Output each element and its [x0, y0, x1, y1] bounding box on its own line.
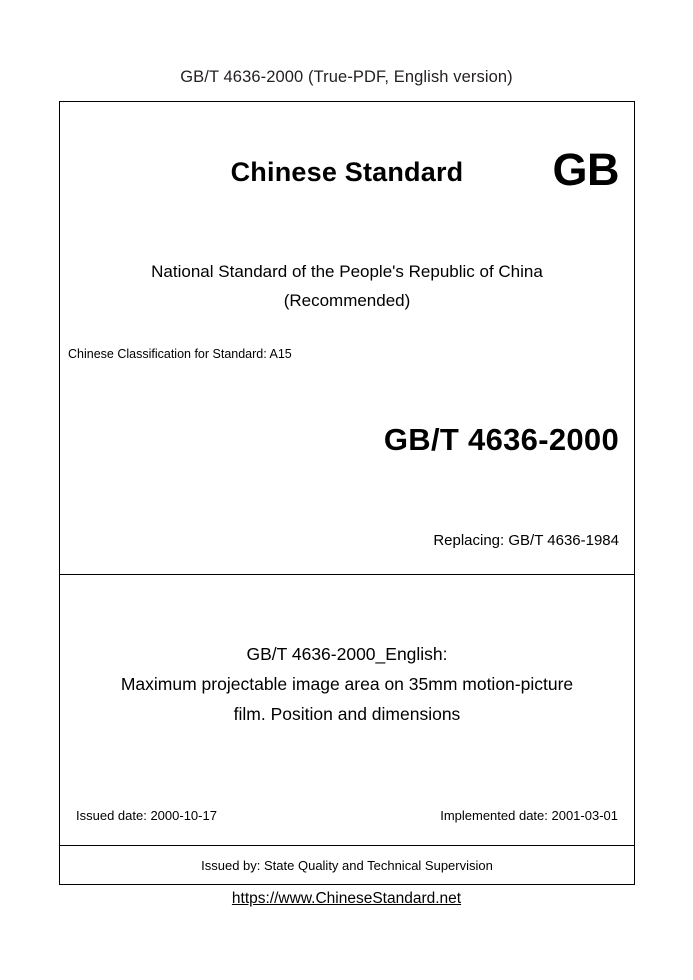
english-title-line-3: film. Position and dimensions — [233, 704, 461, 724]
issued-date: Issued date: 2000-10-17 — [76, 808, 217, 823]
website-link[interactable] — [0, 890, 693, 908]
website-link-label: https://www.ChineseStandard.net — [231, 890, 462, 907]
standard-number: GB/T 4636-2000 — [383, 422, 619, 457]
national-standard-line-1: National Standard of the People's Republic of China — [151, 262, 543, 281]
page-header-title: GB/T 4636-2000 (True-PDF, English version) — [180, 68, 513, 86]
national-standard-line-2: (Recommended) — [283, 291, 411, 310]
english-title-block — [80, 639, 614, 729]
english-title-line-1: GB/T 4636-2000_English: — [246, 644, 448, 664]
gb-logo: GB — [552, 144, 619, 195]
cover-bottom-section — [60, 846, 634, 884]
replacing-text: Replacing: GB/T 4636-1984 — [433, 532, 619, 549]
implemented-date: Implemented date: 2001-03-01 — [440, 808, 618, 823]
cover-top-section — [60, 102, 634, 575]
classification-text: Chinese Classification for Standard: A15 — [68, 347, 292, 361]
national-standard-block — [100, 257, 594, 315]
chinese-standard-heading: Chinese Standard — [230, 157, 464, 187]
issued-by-text: Issued by: State Quality and Technical Supervision — [201, 857, 493, 873]
english-title-line-2: Maximum projectable image area on 35mm motion-picture — [120, 674, 574, 694]
dates-row — [76, 808, 618, 823]
cover-frame — [59, 101, 635, 885]
cover-middle-section — [60, 575, 634, 846]
